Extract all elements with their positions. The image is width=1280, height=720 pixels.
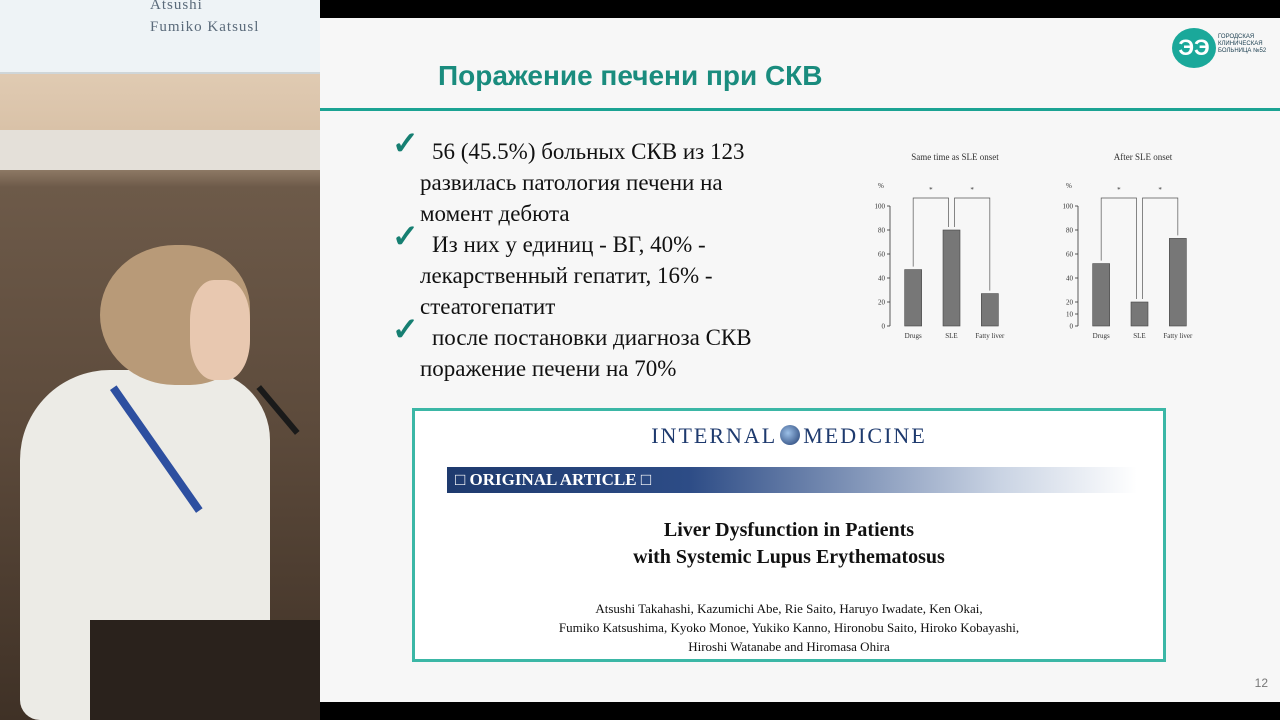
bullet-text-line: стеатогепатит [420,294,556,319]
bullet-text-line: после постановки диагноза СКВ [432,325,752,350]
title-divider [320,108,1280,111]
slide-title: Поражение печени при СКВ [438,60,823,91]
significance-marker: * [929,186,933,194]
y-axis-label: % [1066,182,1072,190]
article-title [415,517,1163,571]
y-tick-label: 0 [881,322,885,331]
article-title-line: with Systemic Lupus Erythematosus [633,546,945,568]
y-tick-label: 80 [1066,226,1073,235]
background-author-line-2: Fumiko Katsusl [150,19,260,35]
article-type-banner: □ ORIGINAL ARTICLE □ [447,467,1137,493]
significance-marker: * [970,186,974,194]
background-screen-text [150,0,259,38]
bullet-text-line: Из них у единиц - ВГ, 40% - [432,232,706,257]
bullet-text-line: 56 (45.5%) больных СКВ из 123 [432,139,745,164]
x-tick-label: Drugs [904,332,922,340]
x-tick-label: Fatty liver [1163,332,1193,340]
bullet-text-line: поражение печени на 70% [420,356,677,381]
bullet-text-line: момент дебюта [420,201,570,226]
podium [90,620,320,720]
article-header-image [412,408,1166,662]
y-tick-label: 80 [878,226,885,235]
y-tick-label: 0 [1069,322,1073,331]
y-tick-label: 10 [1066,310,1073,319]
speaker-video [0,0,320,720]
article-title-line: Liver Dysfunction in Patients [663,519,915,541]
article-authors [415,599,1163,656]
page-number: 12 [1254,676,1268,690]
bar [905,270,922,326]
bullet-list [392,125,832,384]
hospital-logo-text: ГОРОДСКАЯ КЛИНИЧЕСКАЯ БОЛЬНИЦА №52 [1218,34,1267,54]
bar [1093,264,1110,326]
chart-title: Same time as SLE onset [911,152,999,162]
y-tick-label: 100 [1062,202,1073,211]
journal-name [415,423,1163,449]
bullet-item [392,218,832,322]
background-author-line-1: Atsushi [150,0,203,13]
significance-marker: * [1117,186,1121,194]
journal-name-part: MEDICINE [803,423,927,448]
chart-title: After SLE onset [1113,152,1173,162]
background-screen [0,0,320,74]
authors-line: Hiroshi Watanabe and Hiromasa Ohira [688,639,890,654]
y-tick-label: 60 [878,250,885,259]
y-tick-label: 20 [878,298,885,307]
y-tick-label: 40 [1066,274,1073,283]
bullet-text-line: развилась патология печени на [420,170,723,195]
authors-line: Fumiko Katsushima, Kyoko Monoe, Yukiko Kanno, Hironobu Saito, Hiroko Kobayashi, [558,620,1020,635]
significance-marker: * [1158,186,1162,194]
globe-icon [780,425,800,445]
checkmark-icon: ✓ [392,311,419,347]
y-tick-label: 20 [1066,298,1073,307]
authors-line: Atsushi Takahashi, Kazumichi Abe, Rie Saito, Haruyo Iwadate, Ken Okai, [595,601,983,616]
x-tick-label: Drugs [1092,332,1110,340]
bar [1169,238,1186,326]
bullet-text-line: лекарственный гепатит, 16% - [420,263,713,288]
y-axis-label: % [878,182,884,190]
x-tick-label: Fatty liver [975,332,1005,340]
bar [981,294,998,326]
journal-name-part: INTERNAL [651,423,778,448]
checkmark-icon: ✓ [392,125,419,161]
y-tick-label: 60 [1066,250,1073,259]
speaker-face [190,280,250,380]
bar-charts [860,148,1200,348]
bullet-item [392,311,832,384]
wall-panel [0,130,320,170]
bar [943,230,960,326]
y-tick-label: 40 [878,274,885,283]
y-tick-label: 100 [874,202,885,211]
x-tick-label: SLE [1133,332,1146,340]
hospital-logo-icon: ЭЭ [1172,28,1216,68]
x-tick-label: SLE [945,332,958,340]
bullet-item [392,125,832,229]
presentation-slide [320,18,1280,702]
bar [1131,302,1148,326]
checkmark-icon: ✓ [392,218,419,254]
